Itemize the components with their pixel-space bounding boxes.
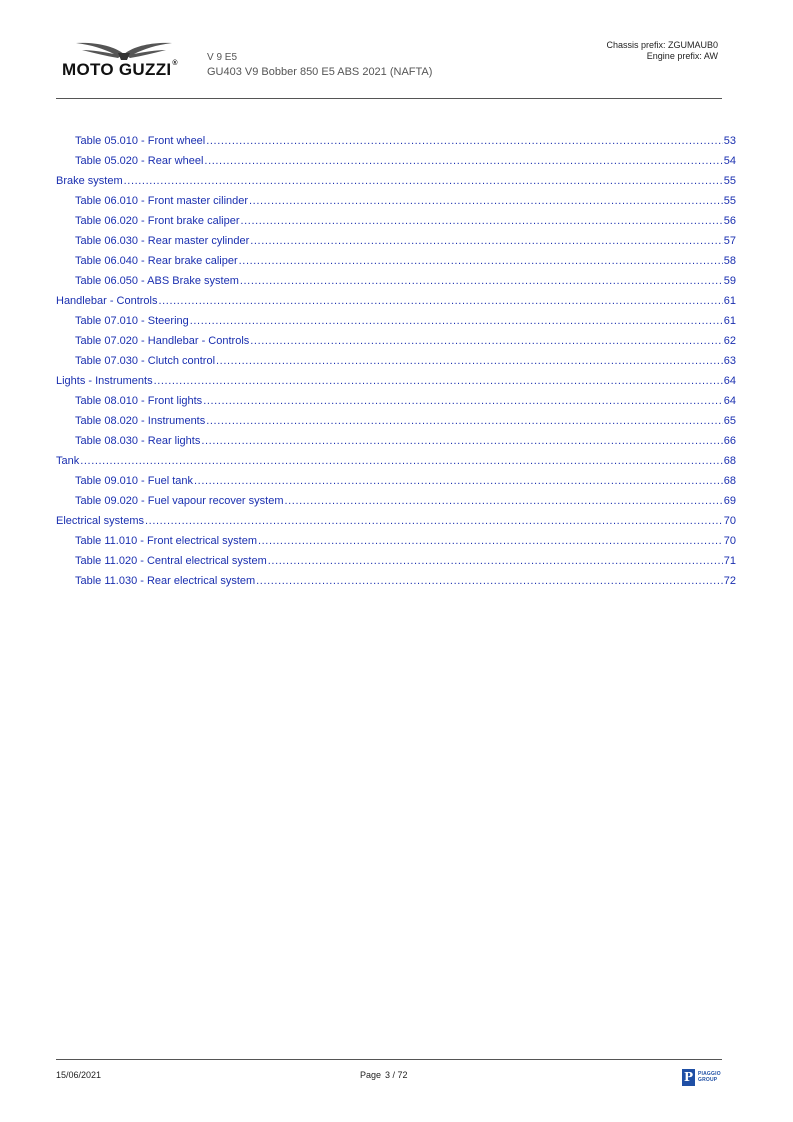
toc-page-number: 61 [723, 315, 736, 327]
toc-page-number: 65 [723, 415, 736, 427]
footer-date: 15/06/2021 [56, 1070, 102, 1080]
toc-entry-link[interactable] [56, 131, 736, 151]
toc-dot-leader [216, 351, 723, 371]
toc-page-number: 63 [723, 355, 736, 367]
toc-dot-leader [206, 131, 723, 151]
toc-dot-leader [159, 291, 723, 311]
page-label: Page [360, 1070, 382, 1080]
toc-entry-title: Table 06.010 - Front master cilinder [75, 195, 249, 207]
toc-entry-link[interactable] [56, 491, 736, 511]
piaggio-group-logo [682, 1069, 722, 1087]
toc-entry-link[interactable] [56, 231, 736, 251]
toc-dot-leader [256, 571, 723, 591]
toc-page-number: 57 [723, 235, 736, 247]
model-full: GU403 V9 Bobber 850 E5 ABS 2021 (NAFTA) [207, 66, 433, 78]
toc-entry-link[interactable] [56, 271, 736, 291]
toc-entry-title: Table 06.030 - Rear master cylinder [75, 235, 250, 247]
toc-entry-title: Table 07.020 - Handlebar - Controls [75, 335, 250, 347]
toc-page-number: 59 [723, 275, 736, 287]
piaggio-logo-line1: PIAGGIO [698, 1071, 721, 1077]
toc-page-number: 68 [723, 475, 736, 487]
toc-page-number: 72 [723, 575, 736, 587]
toc-dot-leader [250, 331, 722, 351]
toc-page-number: 70 [723, 535, 736, 547]
toc-entry-title: Table 11.030 - Rear electrical system [75, 575, 256, 587]
toc-dot-leader [240, 271, 723, 291]
toc-dot-leader [194, 471, 723, 491]
toc-entry-title: Table 08.030 - Rear lights [75, 435, 201, 447]
toc-entry-link[interactable] [56, 471, 736, 491]
toc-page-number: 58 [723, 255, 736, 267]
toc-entry-title: Handlebar - Controls [56, 295, 158, 307]
toc-page-number: 55 [723, 175, 736, 187]
piaggio-p-icon: P [683, 1070, 694, 1084]
toc-entry-link[interactable] [56, 191, 736, 211]
toc-dot-leader [285, 491, 723, 511]
toc-entry-title: Table 08.020 - Instruments [75, 415, 206, 427]
toc-dot-leader [239, 251, 723, 271]
toc-entry-title: Table 11.020 - Central electrical system [75, 555, 267, 567]
toc-page-number: 56 [723, 215, 736, 227]
footer-divider [56, 1059, 722, 1060]
toc-dot-leader [203, 391, 723, 411]
toc-page-number: 64 [723, 395, 736, 407]
toc-dot-leader [190, 311, 723, 331]
toc-page-number: 66 [723, 435, 736, 447]
toc-entry-link[interactable] [56, 331, 736, 351]
toc-entry-title: Lights - Instruments [56, 375, 153, 387]
toc-dot-leader [80, 451, 723, 471]
registered-mark: ® [172, 60, 178, 67]
toc-entry-link[interactable] [56, 551, 736, 571]
toc-entry-title: Table 06.020 - Front brake caliper [75, 215, 240, 227]
toc-page-number: 68 [723, 455, 736, 467]
toc-page-number: 64 [723, 375, 736, 387]
toc-entry-title: Table 08.010 - Front lights [75, 395, 203, 407]
toc-section-link[interactable] [56, 371, 736, 391]
toc-entry-title: Table 06.050 - ABS Brake system [75, 275, 239, 287]
toc-page-number: 61 [723, 295, 736, 307]
toc-entry-link[interactable] [56, 431, 736, 451]
toc-dot-leader [268, 551, 723, 571]
engine-prefix: Engine prefix: AW [646, 51, 718, 61]
toc-entry-link[interactable] [56, 531, 736, 551]
toc-section-link[interactable] [56, 511, 736, 531]
eagle-wings-icon [74, 40, 174, 62]
toc-dot-leader [154, 371, 723, 391]
toc-entry-link[interactable] [56, 211, 736, 231]
toc-entry-link[interactable] [56, 311, 736, 331]
toc-page-number: 53 [723, 135, 736, 147]
toc-entry-link[interactable] [56, 251, 736, 271]
toc-entry-title: Table 09.010 - Fuel tank [75, 475, 194, 487]
toc-dot-leader [145, 511, 723, 531]
toc-page-number: 69 [723, 495, 736, 507]
toc-entry-title: Tank [56, 455, 80, 467]
toc-page-number: 55 [723, 195, 736, 207]
toc-entry-title: Table 05.010 - Front wheel [75, 135, 206, 147]
moto-guzzi-logo [60, 40, 200, 84]
toc-dot-leader [249, 191, 723, 211]
toc-entry-link[interactable] [56, 411, 736, 431]
toc-dot-leader [258, 531, 723, 551]
prefix-block [606, 40, 718, 62]
toc-dot-leader [250, 231, 723, 251]
toc-entry-link[interactable] [56, 151, 736, 171]
toc-page-number: 62 [723, 335, 736, 347]
toc-page-number: 54 [723, 155, 736, 167]
toc-section-link[interactable] [56, 171, 736, 191]
header-divider [56, 98, 722, 99]
toc-dot-leader [201, 431, 722, 451]
model-short: V 9 E5 [207, 52, 238, 63]
brand-name: MOTO GUZZI [62, 60, 172, 79]
toc-section-link[interactable] [56, 291, 736, 311]
toc-page-number: 70 [723, 515, 736, 527]
toc-entry-title: Table 07.030 - Clutch control [75, 355, 216, 367]
toc-entry-link[interactable] [56, 391, 736, 411]
chassis-prefix: Chassis prefix: ZGUMAUB0 [606, 40, 718, 50]
footer-page-number [360, 1070, 408, 1080]
toc-entry-title: Table 06.040 - Rear brake caliper [75, 255, 238, 267]
toc-page-number: 71 [723, 555, 736, 567]
toc-section-link[interactable] [56, 451, 736, 471]
toc-entry-title: Table 07.010 - Steering [75, 315, 189, 327]
toc-entry-title: Electrical systems [56, 515, 145, 527]
toc-entry-title: Brake system [56, 175, 123, 187]
toc-dot-leader [206, 411, 723, 431]
toc-entry-title: Table 11.010 - Front electrical system [75, 535, 257, 547]
toc-dot-leader [204, 151, 722, 171]
toc-dot-leader [240, 211, 722, 231]
toc-entry-link[interactable] [56, 351, 736, 371]
toc-entry-title: Table 05.020 - Rear wheel [75, 155, 204, 167]
toc-entry-link[interactable] [56, 571, 736, 591]
table-of-contents [56, 131, 736, 591]
toc-entry-title: Table 09.020 - Fuel vapour recover system [75, 495, 284, 507]
piaggio-logo-line2: GROUP [698, 1077, 718, 1083]
page-count: 3 / 72 [385, 1070, 408, 1080]
toc-dot-leader [124, 171, 723, 191]
